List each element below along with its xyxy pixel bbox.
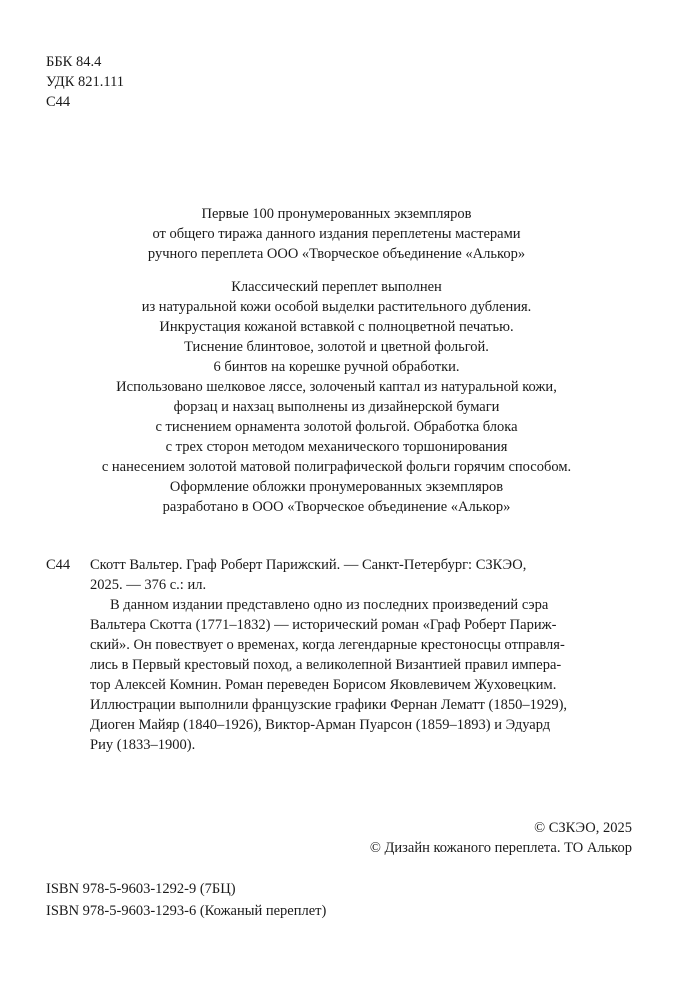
annotation-line: тор Алексей Комнин. Роман переведен Борисом Яковлевичем Жуховецким. xyxy=(90,677,557,693)
copyright-publisher: © СЗКЭО, 2025 xyxy=(534,820,632,836)
binding-line: 6 бинтов на корешке ручной обработки. xyxy=(213,359,460,375)
binding-description xyxy=(0,277,673,517)
record-code: С44 xyxy=(46,557,71,573)
binding-line: из натуральной кожи особой выделки растительного дубления. xyxy=(141,299,532,315)
annotation-line: В данном издании представлено одно из последних произведений сэра xyxy=(110,597,549,613)
annotation-line: Риу (1833–1900). xyxy=(90,737,196,753)
bbk-code: ББК 84.4 xyxy=(46,54,102,70)
binding-line: Тиснение блинтовое, золотой и цветной фольгой. xyxy=(184,339,489,355)
numbered-edition-line: Первые 100 пронумерованных экземпляров xyxy=(201,206,472,222)
copyright-design: © Дизайн кожаного переплета. ТО Алькор xyxy=(369,840,632,856)
numbered-edition-line: ручного переплета ООО «Творческое объединение «Алькор» xyxy=(147,246,526,262)
binding-line: разработано в ООО «Творческое объединение «Алькор» xyxy=(162,499,511,515)
annotation-line: лись в Первый крестовый поход, а великолепной Византией правил импера- xyxy=(90,657,562,673)
udk-code: УДК 821.111 xyxy=(46,74,125,90)
annotation-line: Иллюстрации выполнили французские графики Фернан Лематт (1850–1929), xyxy=(90,697,568,713)
isbn-leather: ISBN 978-5-9603-1293-6 (Кожаный переплет) xyxy=(46,903,327,919)
copyright-notice xyxy=(370,818,632,858)
binding-line: форзац и нахзац выполнены из дизайнерской бумаги xyxy=(173,399,500,415)
binding-line: Использовано шелковое ляссе, золоченый каптал из натуральной кожи, xyxy=(116,379,557,395)
binding-line: Классический переплет выполнен xyxy=(231,279,442,295)
annotation-line: Диоген Майяр (1840–1926), Виктор-Арман Пуарсон (1859–1893) и Эдуард xyxy=(90,717,551,733)
catalog-record xyxy=(46,555,634,755)
binding-line: с нанесением золотой матовой полиграфической фольги горячим способом. xyxy=(101,459,572,475)
numbered-edition-line: от общего тиража данного издания переплетены мастерами xyxy=(152,226,521,242)
binding-line: с трех сторон методом механического торшонирования xyxy=(165,439,508,455)
isbn-hardcover: ISBN 978-5-9603-1292-9 (7БЦ) xyxy=(46,881,236,897)
record-heading-continuation: 2025. — 376 с.: ил. xyxy=(90,577,207,593)
binding-line: с тиснением орнамента золотой фольгой. Обработка блока xyxy=(155,419,518,435)
isbn-block xyxy=(46,878,326,922)
author-mark: С44 xyxy=(46,94,71,110)
binding-line: Оформление обложки пронумерованных экземпляров xyxy=(169,479,504,495)
classification-codes xyxy=(46,52,124,112)
binding-line: Инкрустация кожаной вставкой с полноцветной печатью. xyxy=(159,319,514,335)
record-heading: Скотт Вальтер. Граф Роберт Парижский. — Санкт-Петербург: СЗКЭО, xyxy=(90,557,527,573)
annotation-line: Вальтера Скотта (1771–1832) — исторический роман «Граф Роберт Париж- xyxy=(90,617,557,633)
annotation-line: ский». Он повествует о временах, когда легендарные крестоносцы отправля- xyxy=(90,637,565,653)
numbered-edition-note xyxy=(0,204,673,264)
